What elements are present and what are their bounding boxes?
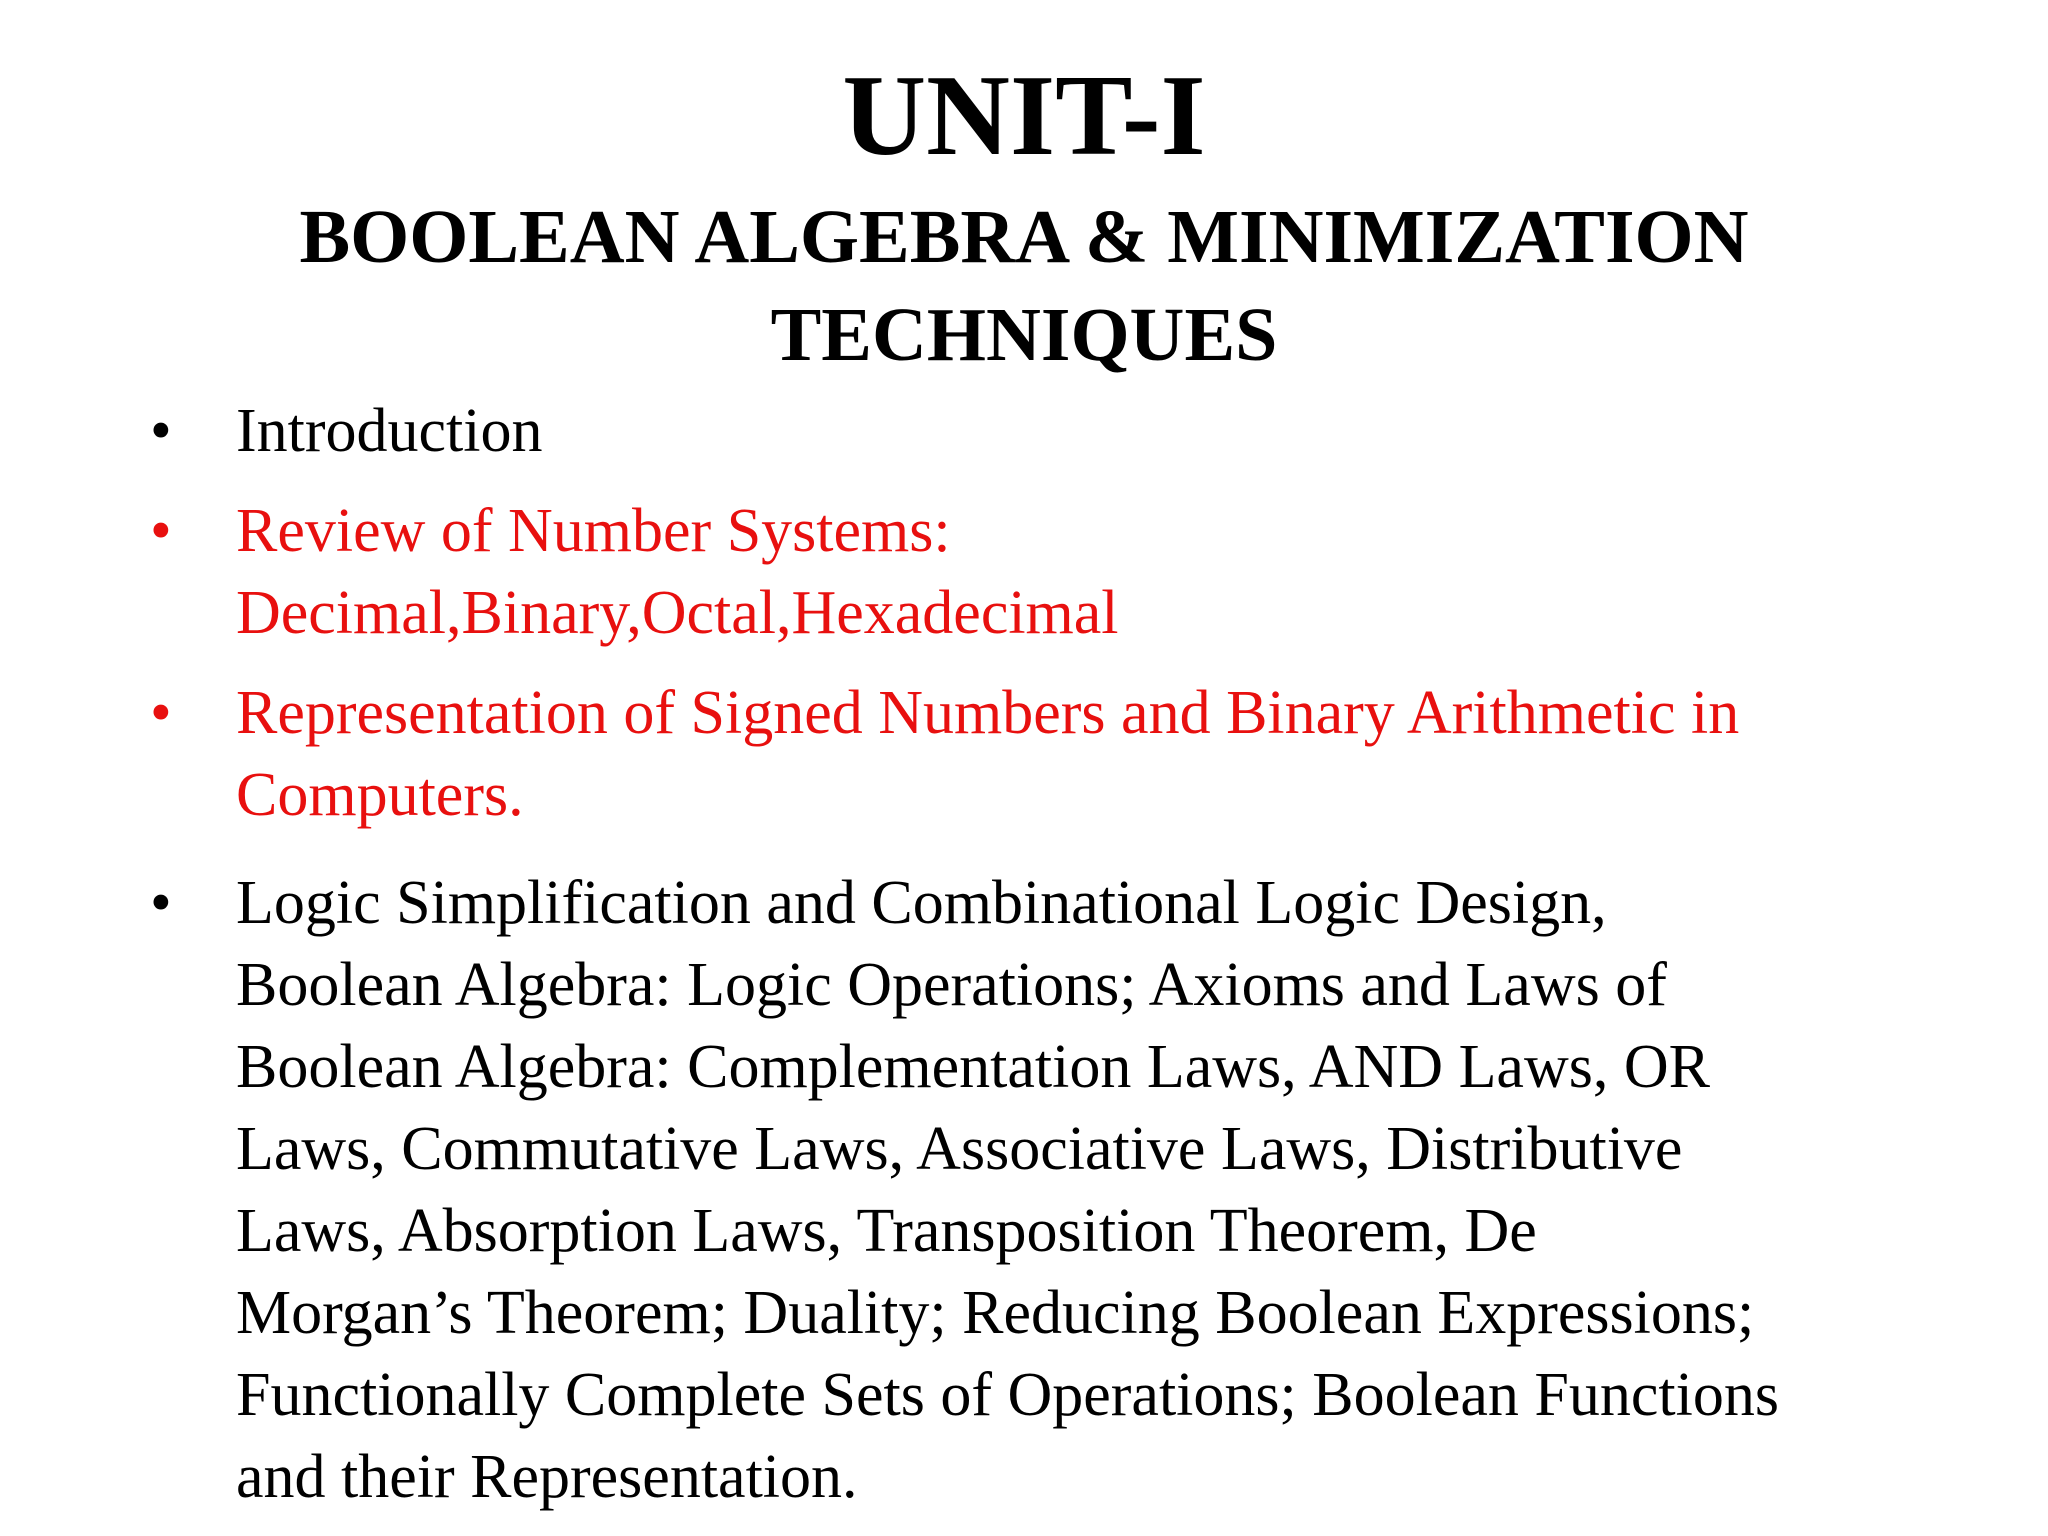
topic-item-signed-numbers: [0, 672, 2048, 836]
slide-subtitle: [140, 188, 1908, 384]
topic-text-logic-simplification: Logic Simplification and Combinational Logic Design, Boolean Algebra: Logic Operations; Axioms and Laws of Boolean Algebra: Complementation Laws, AND Laws, OR Laws, Commutative Laws, Associative Laws, Distributive Laws, Absorption Laws, Transposition Theorem, De Morgan’s Theorem; Duality; Reducing Boolean Expressions; Functionally Complete Sets of Operations; Boolean Functions and their Representation.: [236, 869, 1779, 1511]
topic-text-signed-numbers: Representation of Signed Numbers and Binary Arithmetic in Computers.: [236, 679, 1740, 829]
topic-item-logic-simplification: [0, 862, 2048, 1518]
topic-list: [0, 390, 2048, 1518]
topic-item-number-systems: [0, 490, 2048, 654]
topic-text-number-systems: Review of Number Systems: Decimal,Binary,Octal,Hexadecimal: [236, 497, 1119, 647]
bullet-icon: •: [150, 869, 172, 937]
unit-title: UNIT-I: [842, 52, 1206, 180]
bullet-icon: •: [150, 397, 172, 465]
subtitle-text: BOOLEAN ALGEBRA & MINIMIZATION TECHNIQUES: [299, 195, 1749, 377]
topic-item-introduction: [0, 390, 2048, 472]
topic-text-introduction: Introduction: [236, 397, 543, 465]
bullet-icon: •: [150, 497, 172, 565]
bullet-icon: •: [150, 679, 172, 747]
